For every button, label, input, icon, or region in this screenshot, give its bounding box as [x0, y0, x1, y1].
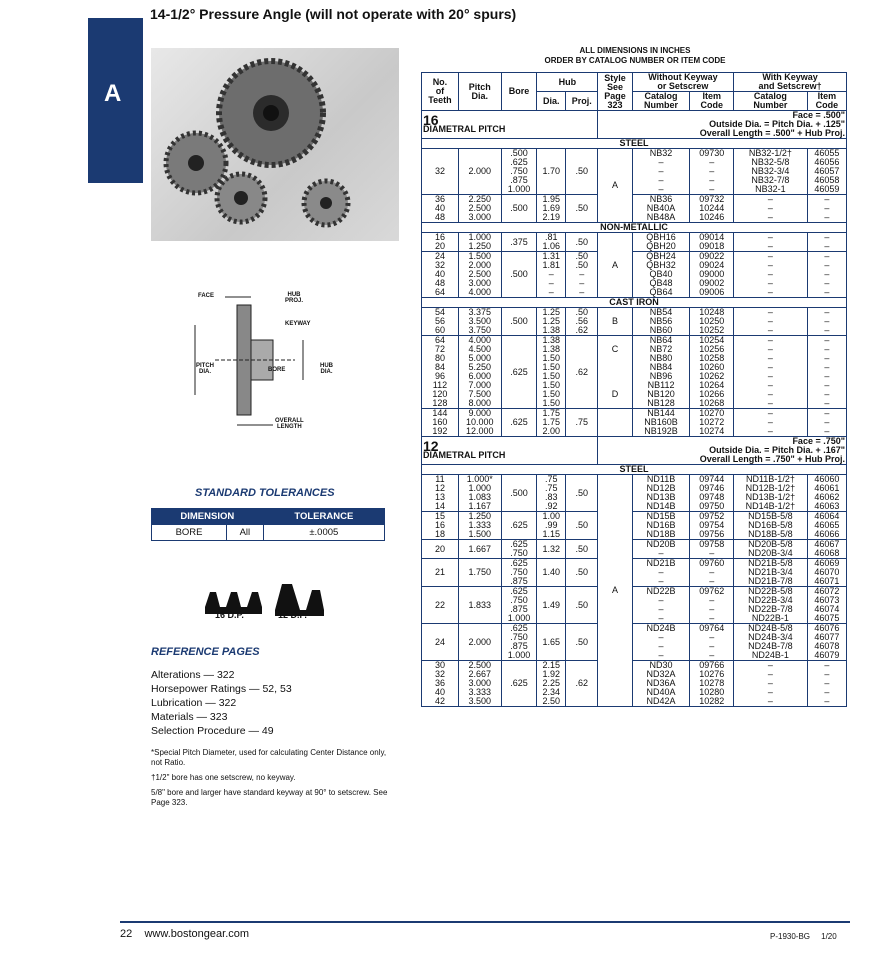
- col-hub-dia: Dia.: [537, 92, 566, 111]
- table-cell: 24 32 40 48 64: [422, 252, 459, 298]
- table-cell: 1.000 1.250: [458, 233, 501, 252]
- table-cell: 4.000 4.500 5.000 5.250 6.000 7.000 7.500 8.000: [458, 336, 501, 409]
- table-cell: .50: [566, 475, 598, 512]
- footnotes: [151, 748, 391, 813]
- table-cell: .625 .750 .875 1.000: [501, 624, 537, 661]
- table-cell: – –: [807, 233, 846, 252]
- table-cell: – – –: [807, 409, 846, 437]
- table-cell: – – – – – – – –: [734, 336, 808, 409]
- material-name: NON-METALLIC: [422, 223, 847, 233]
- table-cell: 1.40: [537, 559, 566, 587]
- col-keyed-item: Item Code: [807, 92, 846, 111]
- table-cell: 22: [422, 587, 459, 624]
- table-cell: NB32-1/2† NB32-5/8 NB32-3/4 NB32-7/8 NB32-1: [734, 149, 808, 195]
- table-cell: 1.70: [537, 149, 566, 195]
- table-cell: .50: [566, 195, 598, 223]
- table-cell: ND21B – –: [632, 559, 690, 587]
- table-cell: NB64 NB72 NB80 NB84 NB96 NB112 NB120 NB128: [632, 336, 690, 409]
- table-cell: 09758 –: [690, 540, 734, 559]
- table-cell: 46069 46070 46071: [807, 559, 846, 587]
- col-hub: Hub: [537, 73, 598, 92]
- table-cell: – – – – –: [734, 661, 808, 707]
- material-header: [422, 139, 847, 149]
- table-cell: .50: [566, 559, 598, 587]
- material-name: STEEL: [422, 465, 847, 475]
- table-cell: ND30 ND32A ND36A ND40A ND42A: [632, 661, 690, 707]
- table-cell: 20: [422, 540, 459, 559]
- label-hub-dia: HUB DIA.: [320, 363, 333, 375]
- table-cell: .500: [501, 195, 537, 223]
- table-cell: 10254 10256 10258 10260 10262 10264 10266 10268: [690, 336, 734, 409]
- col-style: Style See Page 323: [598, 73, 632, 111]
- table-cell: ND11B-1/2† ND12B-1/2† ND13B-1/2† ND14B-1/2†: [734, 475, 808, 512]
- table-cell: .62: [566, 336, 598, 409]
- table-cell: 1.25 1.25 1.38: [537, 308, 566, 336]
- table-cell: .625 .750 .875: [501, 559, 537, 587]
- table-cell: .50 .56 .62: [566, 308, 598, 336]
- table-cell: 15 16 18: [422, 512, 459, 540]
- table-cell: 46064 46065 46066: [807, 512, 846, 540]
- gears-photo: [151, 48, 399, 241]
- table-cell: 10270 10272 10274: [690, 409, 734, 437]
- section-tab: [88, 18, 143, 183]
- gear-image: [151, 48, 399, 241]
- table-cell: 1.000* 1.000 1.083 1.167: [458, 475, 501, 512]
- table-row: [422, 540, 847, 559]
- style-cell: [598, 409, 632, 437]
- table-cell: 16 20: [422, 233, 459, 252]
- table-cell: 2.15 1.92 2.25 2.34 2.50: [537, 661, 566, 707]
- table-cell: 21: [422, 559, 459, 587]
- pitch-number: 12: [423, 437, 439, 454]
- table-cell: 09022 09024 09000 09002 09006: [690, 252, 734, 298]
- table-cell: 09764 – – –: [690, 624, 734, 661]
- table-cell: 09014 09018: [690, 233, 734, 252]
- table-cell: 32: [422, 149, 459, 195]
- profile-label-12dp: 12 D.P.: [278, 610, 307, 620]
- table-cell: ND15B-5/8 ND16B-5/8 ND18B-5/8: [734, 512, 808, 540]
- tol-col-tolerance: TOLERANCE: [263, 509, 384, 525]
- page-number: 22: [120, 928, 133, 940]
- table-cell: .62: [566, 661, 598, 707]
- footer-url[interactable]: www.bostongear.com: [144, 928, 250, 940]
- pitch-cell: [422, 437, 598, 465]
- table-row: [422, 512, 847, 540]
- table-cell: – –: [734, 233, 808, 252]
- table-cell: QBH16 QBH20: [632, 233, 690, 252]
- table-cell: NB36 NB40A NB48A: [632, 195, 690, 223]
- dimensions-line: ALL DIMENSIONS IN INCHES: [579, 46, 691, 55]
- pitch-section-header: [422, 437, 847, 465]
- table-cell: .75: [566, 409, 598, 437]
- table-cell: .50 .50 – – –: [566, 252, 598, 298]
- table-cell: 54 56 60: [422, 308, 459, 336]
- table-cell: 09762 – – –: [690, 587, 734, 624]
- table-cell: – – –: [807, 195, 846, 223]
- tol-cell: ±.0005: [263, 525, 384, 541]
- footnote: 5/8" bore and larger have standard keyway at 90° to setscrew. See Page 323.: [151, 788, 388, 807]
- table-cell: 1.500 2.000 2.500 3.000 4.000: [458, 252, 501, 298]
- col-catalog: Catalog Number: [632, 92, 690, 111]
- footnote: *Special Pitch Diameter, used for calculating Center Distance only, not Ratio.: [151, 748, 387, 767]
- table-cell: .50: [566, 233, 598, 252]
- page-title: 14-1/2° Pressure Angle (will not operate with 20° spurs): [150, 6, 517, 22]
- table-cell: 1.833: [458, 587, 501, 624]
- table-cell: .625: [501, 512, 537, 540]
- table-cell: 1.49: [537, 587, 566, 624]
- label-keyway: KEYWAY: [285, 321, 311, 327]
- reference-item: Horsepower Ratings — 52, 53: [151, 683, 292, 695]
- table-row: [422, 336, 847, 409]
- col-teeth: No. of Teeth: [422, 73, 459, 111]
- material-name: CAST IRON: [422, 298, 847, 308]
- table-row: [422, 624, 847, 661]
- table-cell: 1.750: [458, 559, 501, 587]
- table-cell: – – –: [807, 308, 846, 336]
- table-cell: 09744 09746 09748 09750: [690, 475, 734, 512]
- pitch-section-header: [422, 111, 847, 139]
- table-cell: .625 .750 .875 1.000: [501, 587, 537, 624]
- table-cell: 1.65: [537, 624, 566, 661]
- table-cell: 09732 10244 10246: [690, 195, 734, 223]
- pitch-number: 16: [423, 111, 439, 128]
- table-cell: .75 .75 .83 .92: [537, 475, 566, 512]
- style-cell: A: [598, 233, 632, 298]
- reference-list: [151, 668, 292, 738]
- table-cell: ND22B-5/8 ND22B-3/4 ND22B-7/8 ND22B-1: [734, 587, 808, 624]
- style-cell: B: [598, 308, 632, 336]
- table-row: [422, 587, 847, 624]
- table-cell: 46067 46068: [807, 540, 846, 559]
- table-cell: QBH24 QBH32 QB40 QB48 QB64: [632, 252, 690, 298]
- table-row: [422, 559, 847, 587]
- table-cell: 1.00 .99 1.15: [537, 512, 566, 540]
- profile-label-16dp: 16 D.P.: [215, 610, 244, 620]
- gear-dimension-diagram: [185, 285, 345, 435]
- table-cell: 144 160 192: [422, 409, 459, 437]
- table-cell: – – – – –: [807, 252, 846, 298]
- table-cell: 36 40 48: [422, 195, 459, 223]
- table-cell: .375: [501, 233, 537, 252]
- tol-cell: BORE: [152, 525, 227, 541]
- col-bore: Bore: [501, 73, 537, 111]
- table-row: [422, 252, 847, 298]
- pitch-label: DIAMETRAL PITCH: [423, 449, 506, 460]
- table-row: [422, 233, 847, 252]
- table-cell: 09752 09754 09756: [690, 512, 734, 540]
- reference-item: Selection Procedure — 49: [151, 725, 274, 737]
- table-cell: .500: [501, 308, 537, 336]
- table-cell: – – – – –: [734, 252, 808, 298]
- col-hub-proj: Proj.: [566, 92, 598, 111]
- table-row: [422, 409, 847, 437]
- table-cell: .625: [501, 336, 537, 409]
- table-row: [422, 308, 847, 336]
- col-without-keyway: Without Keyway or Setscrew: [632, 73, 733, 92]
- table-cell: .625 .750: [501, 540, 537, 559]
- table-cell: 3.375 3.500 3.750: [458, 308, 501, 336]
- style-cell: C D: [598, 336, 632, 409]
- col-item: Item Code: [690, 92, 734, 111]
- table-cell: ND11B ND12B ND13B ND14B: [632, 475, 690, 512]
- table-cell: .500: [501, 252, 537, 298]
- table-cell: .50: [566, 512, 598, 540]
- table-cell: 09766 10276 10278 10280 10282: [690, 661, 734, 707]
- footnote: †1/2" bore has one setscrew, no keyway.: [151, 773, 296, 782]
- table-cell: 1.32: [537, 540, 566, 559]
- table-cell: 1.250 1.333 1.500: [458, 512, 501, 540]
- table-cell: 2.000: [458, 624, 501, 661]
- tol-cell: All: [227, 525, 264, 541]
- table-cell: .50: [566, 149, 598, 195]
- table-cell: 10248 10250 10252: [690, 308, 734, 336]
- label-overall-length: OVERALL LENGTH: [275, 418, 304, 430]
- material-header: [422, 298, 847, 308]
- label-hub-proj: HUB PROJ.: [285, 292, 304, 304]
- table-cell: .50: [566, 587, 598, 624]
- table-cell: 2.500 2.667 3.000 3.333 3.500: [458, 661, 501, 707]
- table-cell: NB32 – – – –: [632, 149, 690, 195]
- tolerances-title: STANDARD TOLERANCES: [195, 487, 335, 499]
- table-cell: ND22B – – –: [632, 587, 690, 624]
- table-cell: .625: [501, 409, 537, 437]
- table-cell: 1.75 1.75 2.00: [537, 409, 566, 437]
- table-cell: ND24B – – –: [632, 624, 690, 661]
- reference-title: REFERENCE PAGES: [151, 646, 260, 658]
- table-cell: – – – – – – – –: [807, 336, 846, 409]
- footer-rule: [120, 921, 850, 923]
- table-cell: 30 32 36 40 42: [422, 661, 459, 707]
- col-pitch: Pitch Dia.: [458, 73, 501, 111]
- section-specs: Face = .750" Outside Dia. = Pitch Dia. + .167" Overall Length = .750" + Hub Proj.: [598, 437, 847, 465]
- table-cell: .625: [501, 661, 537, 707]
- table-cell: ND15B ND16B ND18B: [632, 512, 690, 540]
- style-cell: A: [598, 475, 632, 707]
- table-cell: 1.95 1.69 2.19: [537, 195, 566, 223]
- table-cell: .50: [566, 540, 598, 559]
- table-cell: 64 72 80 84 96 112 120 128: [422, 336, 459, 409]
- table-cell: 46076 46077 46078 46079: [807, 624, 846, 661]
- table-cell: – – – – –: [807, 661, 846, 707]
- table-cell: 1.667: [458, 540, 501, 559]
- table-cell: .50: [566, 624, 598, 661]
- footer-code: P-1930-BG 1/20: [770, 932, 837, 941]
- table-cell: 9.000 10.000 12.000: [458, 409, 501, 437]
- material-name: STEEL: [422, 139, 847, 149]
- label-pitch-dia: PITCH DIA.: [196, 363, 214, 375]
- gear-catalog-table: [421, 72, 847, 707]
- table-cell: ND24B-5/8 ND24B-3/4 ND24B-7/8 ND24B-1: [734, 624, 808, 661]
- dimensions-line: ORDER BY CATALOG NUMBER OR ITEM CODE: [544, 56, 726, 65]
- table-cell: NB54 NB56 NB60: [632, 308, 690, 336]
- table-cell: .81 1.06: [537, 233, 566, 252]
- table-cell: .500: [501, 475, 537, 512]
- table-cell: 46072 46073 46074 46075: [807, 587, 846, 624]
- table-cell: 2.000: [458, 149, 501, 195]
- material-header: [422, 223, 847, 233]
- table-cell: NB144 NB160B NB192B: [632, 409, 690, 437]
- table-cell: – – –: [734, 195, 808, 223]
- table-cell: 1.31 1.81 – – –: [537, 252, 566, 298]
- col-keyed-catalog: Catalog Number: [734, 92, 808, 111]
- table-cell: 09730 – – – –: [690, 149, 734, 195]
- section-tab-letter: A: [104, 80, 122, 107]
- table-cell: ND20B-5/8 ND20B-3/4: [734, 540, 808, 559]
- table-cell: .500 .625 .750 .875 1.000: [501, 149, 537, 195]
- table-cell: 46060 46061 46062 46063: [807, 475, 846, 512]
- table-cell: – – –: [734, 409, 808, 437]
- reference-item: Lubrication — 322: [151, 697, 237, 709]
- col-with-keyway: With Keyway and Setscrew†: [734, 73, 847, 92]
- pitch-cell: [422, 111, 598, 139]
- table-cell: – – –: [734, 308, 808, 336]
- material-header: [422, 465, 847, 475]
- style-cell: A: [598, 149, 632, 223]
- tolerances-table: [151, 508, 385, 541]
- pitch-label: DIAMETRAL PITCH: [423, 123, 506, 134]
- table-cell: ND20B –: [632, 540, 690, 559]
- table-cell: 09760 – –: [690, 559, 734, 587]
- table-row: [422, 149, 847, 195]
- label-bore: BORE: [268, 367, 286, 373]
- section-specs: Face = .500" Outside Dia. = Pitch Dia. + .125" Overall Length = .500" + Hub Proj.: [598, 111, 847, 139]
- label-face: FACE: [198, 293, 215, 299]
- reference-item: Materials — 323: [151, 711, 228, 723]
- dimensions-header: [420, 46, 850, 66]
- reference-item: Alterations — 322: [151, 669, 235, 681]
- footer-left: [120, 928, 249, 940]
- tol-col-dimension: DIMENSION: [152, 509, 264, 525]
- table-cell: 1.38 1.38 1.50 1.50 1.50 1.50 1.50 1.50: [537, 336, 566, 409]
- table-row: [422, 661, 847, 707]
- table-row: [422, 195, 847, 223]
- table-cell: ND21B-5/8 ND21B-3/4 ND21B-7/8: [734, 559, 808, 587]
- table-cell: 2.250 2.500 3.000: [458, 195, 501, 223]
- table-cell: 11 12 13 14: [422, 475, 459, 512]
- table-cell: 24: [422, 624, 459, 661]
- table-row: [422, 475, 847, 512]
- table-cell: 46055 46056 46057 46058 46059: [807, 149, 846, 195]
